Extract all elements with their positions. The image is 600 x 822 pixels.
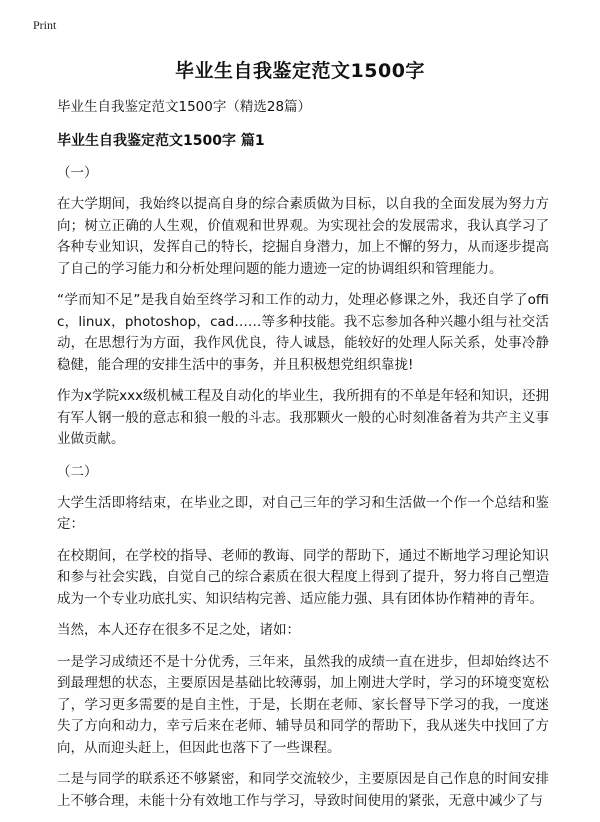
paragraph-3: 作为x学院xxx级机械工程及自动化的毕业生，我所拥有的不单是年轻和知识，还拥有军人钢一般的意志和狼一般的斗志。我那颗火一般的心时刻准备着为共产主义事业做贡献。 (57, 388, 549, 447)
paragraph-2: “学而知不足”是我自始至终学习和工作的动力，处理必修课之外，我还自学了offic，linux，photoshop，cad……等多种技能。我不忘参加各种兴趣小组与社交活动，在思想行为方面，我作风优良，待人诚恳，能较好的处理人际关系，处事冷静稳健，能合理的安排生活中的事务，并且积极想党组织靠拢! (57, 292, 549, 373)
section-heading: 毕业生自我鉴定范文1500字 篇1 (57, 133, 265, 149)
print-link[interactable]: Print (33, 18, 57, 32)
paragraph-6: 当然，本人还存在很多不足之处，诸如： (57, 622, 300, 638)
document-subtitle: 毕业生自我鉴定范文1500字（精选28篇） (57, 99, 312, 115)
paragraph-4: 大学生活即将结束，在毕业之即，对自己三年的学习和生活做一个作一个总结和鉴定： (57, 494, 549, 532)
paragraph-7: 一是学习成绩还不是十分优秀，三年来，虽然我的成绩一直在进步，但却始终达不到最理想的状态，主要原因是基础比较薄弱，加上刚进大学时，学习的环境变宽松了，学习更多需要的是自主性，于是，长期在老师、家长督导下学习的我，一度迷失了方向和动力，幸亏后来在老师、辅导员和同学的帮助下，我从迷失中找回了方向，从而迎头赶上，但因此也落下了一些课程。 (57, 653, 549, 756)
paragraph-1: 在大学期间，我始终以提高自身的综合素质做为目标，以自我的全面发展为努力方向；树立正确的人生观，价值观和世界观。为实现社会的发展需求，我认真学习了各种专业知识，发挥自己的特长，挖掘自身潜力，加上不懈的努力，从而逐步提高了自己的学习能力和分析处理问题的能力遗迹一定的协调组织和管理能力。 (57, 196, 549, 277)
part-marker-1: （一） (57, 165, 98, 181)
paragraph-5: 在校期间，在学校的指导、老师的教诲、同学的帮助下，通过不断地学习理论知识和参与社会实践，自觉自己的综合素质在很大程度上得到了提升，努力将自己塑造成为一个专业功底扎实、知识结构完善、适应能力强、具有团体协作精神的青年。 (57, 547, 549, 607)
paragraph-8: 二是与同学的联系还不够紧密，和同学交流较少，主要原因是自己作息的时间安排上不够合理，未能十分有效地工作与学习，导致时间使用的紧张，无意中减少了与 (57, 771, 549, 809)
document-body (57, 96, 549, 822)
page-title: 毕业生自我鉴定范文1500字 (175, 60, 425, 82)
part-marker-2: （二） (57, 463, 98, 480)
